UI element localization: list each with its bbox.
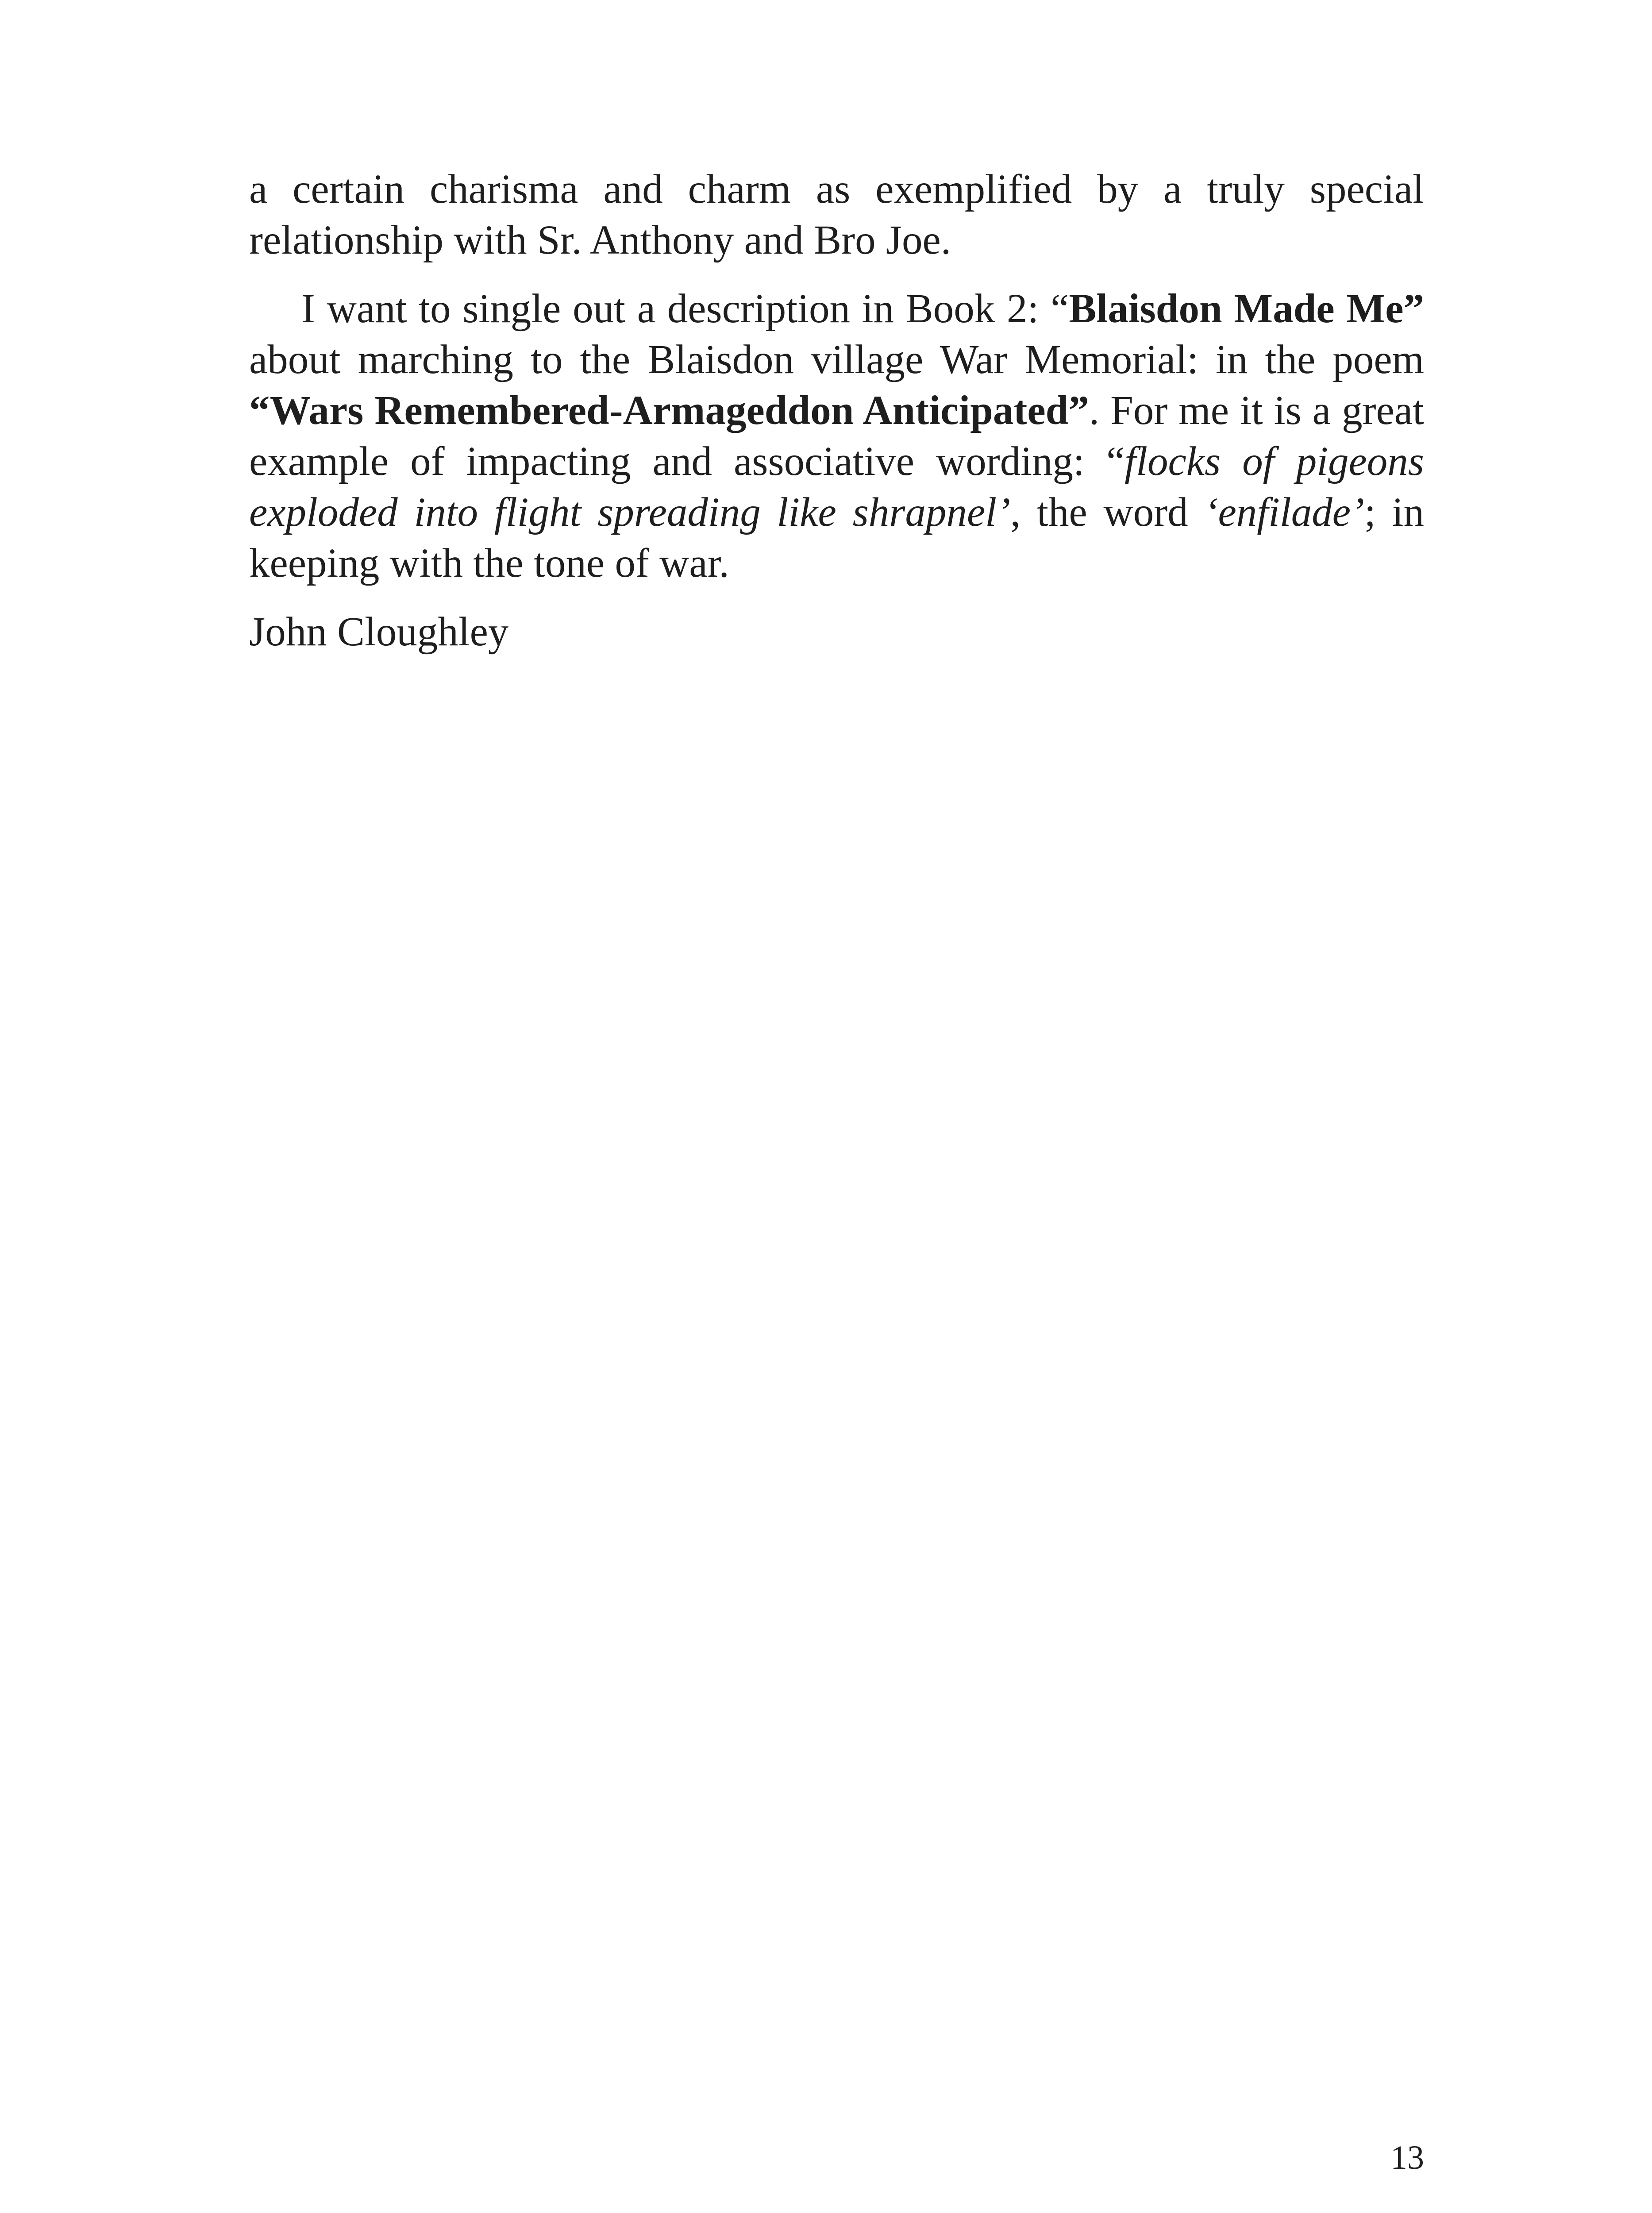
quoted-word: ‘enfilade’	[1204, 490, 1365, 535]
paragraph-text: ; in keeping with the tone of war.	[249, 490, 1425, 586]
page-number: 13	[1390, 2139, 1424, 2176]
paragraph-text: . For me it is a great example of impacting and associative wording: “	[249, 388, 1424, 484]
author-signature: John Cloughley	[249, 609, 509, 655]
quoted-phrase: flocks of pigeons exploded into flight spreading like shrapnel’	[249, 439, 1425, 535]
paragraph-text: I want to single out a description in Book 2: “	[301, 286, 1069, 332]
paragraph-text: , the word	[1010, 490, 1205, 535]
paragraph-continuation: a certain charisma and charm as exemplified by a truly special relationship with Sr. Anthony and Bro Joe.	[249, 166, 1424, 263]
paragraph-book-description	[249, 283, 1424, 589]
paragraph-text: about marching to the Blaisdon village War Memorial: in the poem	[249, 337, 1424, 382]
poem-title: “Wars Remembered-Armageddon Anticipated”	[249, 388, 1089, 433]
page-body	[249, 164, 1424, 657]
book-title: Blaisdon Made Me”	[1069, 286, 1424, 332]
